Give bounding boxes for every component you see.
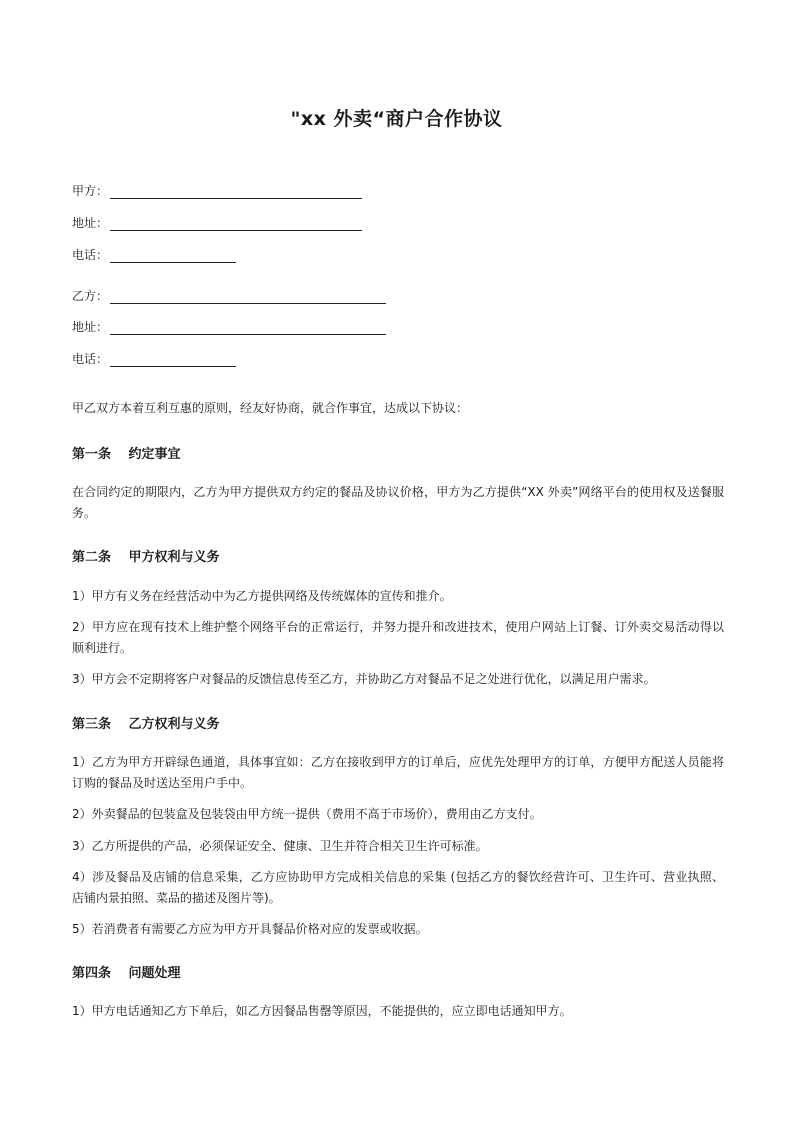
- article-2-heading: 第二条 甲方权利与义务: [72, 550, 220, 565]
- party-a-phone-label: 电话：: [72, 248, 109, 262]
- party-b-address-blank[interactable]: [110, 320, 386, 335]
- party-b-name-blank[interactable]: [110, 289, 386, 304]
- party-b-phone-field: [72, 349, 236, 367]
- party-b-phone-blank[interactable]: [110, 352, 236, 367]
- party-a-address-field: [72, 213, 362, 231]
- party-b-name-field: [72, 286, 386, 304]
- intro-paragraph: 甲乙双方本着互利互惠的原则，经友好协商，就合作事宜，达成以下协议：: [72, 401, 469, 415]
- party-b-name-label: 乙方：: [72, 289, 109, 303]
- party-a-address-blank[interactable]: [110, 216, 362, 231]
- party-b-phone-label: 电话：: [72, 352, 109, 366]
- article-3-item-2: 2）外卖餐品的包装盒及包装袋由甲方统一提供（费用不高于市场价），费用由乙方支付。: [72, 807, 542, 821]
- party-a-address-label: 地址：: [72, 216, 109, 230]
- article-1-heading: 第一条 约定事宜: [72, 447, 181, 462]
- article-4-heading: 第四条 问题处理: [72, 966, 181, 981]
- party-b-address-field: [72, 317, 386, 335]
- party-b-address-label: 地址：: [72, 320, 109, 334]
- party-a-name-field: [72, 181, 362, 199]
- party-a-name-blank[interactable]: [110, 184, 362, 199]
- article-3-item-1: 1）乙方为甲方开辟绿色通道，具体事宜如：乙方在接收到甲方的订单后，应优先处理甲方的订单，方便甲方配送人员能将订购的餐品及时送达至用户手中。: [72, 755, 724, 790]
- article-3-item-4: 4）涉及餐品及店铺的信息采集，乙方应协助甲方完成相关信息的采集 (包括乙方的餐饮经营许可、卫生许可、营业执照、店铺内景拍照、菜品的描述及图片等)。: [72, 870, 724, 905]
- article-2-item-2: 2）甲方应在现有技术上维护整个网络平台的正常运行，并努力提升和改进技术，使用户网站上订餐、订外卖交易活动得以顺利进行。: [72, 620, 724, 655]
- party-a-name-label: 甲方：: [72, 184, 109, 198]
- article-1-body: 在合同约定的期限内，乙方为甲方提供双方约定的餐品及协议价格，甲方为乙方提供“XX 外卖”网络平台的使用权及送餐服务。: [72, 485, 724, 520]
- article-4-item-1: 1）甲方电话通知乙方下单后，如乙方因餐品售罄等原因，不能提供的，应立即电话通知甲方。: [72, 1004, 572, 1018]
- article-3-item-5: 5）若消费者有需要乙方应为甲方开具餐品价格对应的发票或收据。: [72, 922, 428, 936]
- article-2-item-3: 3）甲方会不定期将客户对餐品的反馈信息传至乙方，并协助乙方对餐品不足之处进行优化，以满足用户需求。: [72, 672, 656, 686]
- article-3-item-3: 3）乙方所提供的产品，必须保证安全、健康、卫生并符合相关卫生许可标准。: [72, 839, 488, 853]
- party-a-phone-blank[interactable]: [110, 248, 236, 263]
- party-a-phone-field: [72, 245, 236, 263]
- page-title: "xx 外卖“商户合作协议: [290, 108, 503, 130]
- article-3-heading: 第三条 乙方权利与义务: [72, 717, 220, 732]
- article-2-item-1: 1）甲方有义务在经营活动中为乙方提供网络及传统媒体的宣传和推介。: [72, 589, 452, 603]
